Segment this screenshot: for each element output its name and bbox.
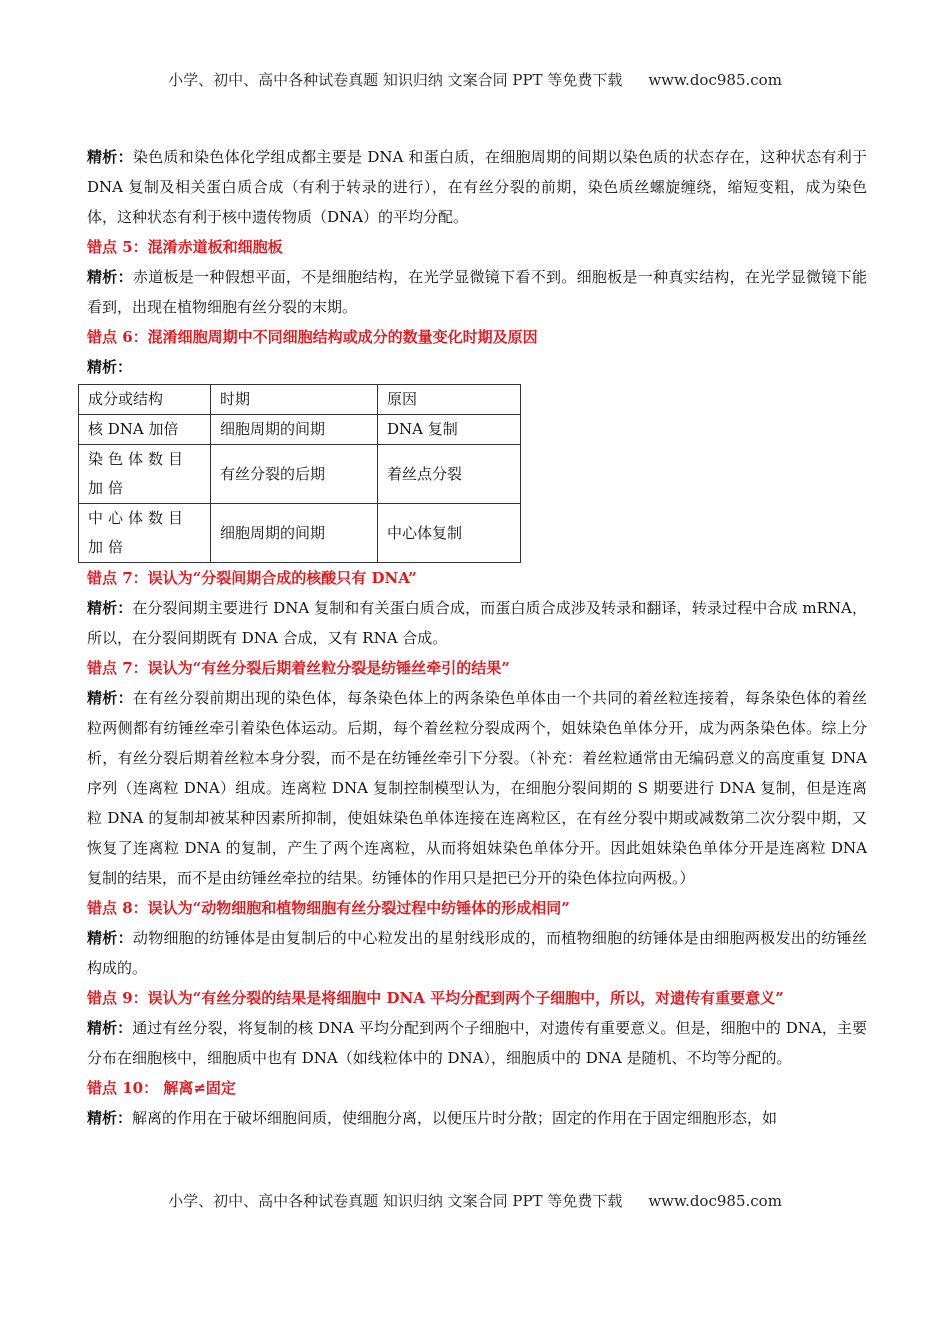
document-body [87, 142, 867, 1133]
table-row [79, 445, 521, 504]
header-text: 小学、初中、高中各种试卷真题 知识归纳 文案合同 PPT 等免费下载 [168, 71, 623, 89]
section-body-5: 精析：赤道板是一种假想平面，不是细胞结构，在光学显微镜下看不到。细胞板是一种真实结构，在光学显微镜下能看到，出现在植物细胞有丝分裂的末期。 [87, 268, 867, 316]
intro-paragraph: 精析：染色质和染色体化学组成都主要是 DNA 和蛋白质，在细胞周期的间期以染色质的状态存在，这种状态有利于 DNA 复制及相关蛋白质合成（有利于转录的进行），在有丝分裂的前期，染色质丝螺旋缠绕，缩短变粗，成为染色体，这种状态有利于核中遗传物质（DNA）的平均分配。 [87, 148, 867, 226]
table-header-cell: 成分或结构 [79, 385, 211, 415]
section-heading-6: 错点 6：混淆细胞周期中不同细胞结构或成分的数量变化时期及原因 [87, 328, 538, 346]
table-cell: 有丝分裂的后期 [211, 445, 378, 504]
table-cell: 细胞周期的间期 [211, 504, 378, 563]
table-cell: 染色体数目加倍 [79, 445, 211, 504]
table-cell: DNA 复制 [378, 415, 521, 445]
table-header-cell: 时期 [211, 385, 378, 415]
section-body-7b: 精析：在有丝分裂前期出现的染色体，每条染色体上的两条染色单体由一个共同的着丝粒连接着，每条染色体的着丝粒两侧都有纺锤丝牵引着染色体运动。后期，每个着丝粒分裂成两个，姐妹染色单体分开，成为两条染色体。综上分析，有丝分裂后期着丝粒本身分裂，而不是在纺锤丝牵引下分裂。（补充：着丝粒通常由无编码意义的高度重复 DNA 序列（连离粒 DNA）组成。连离粒 DNA 复制控制模型认为，在细胞分裂间期的 S 期要进行 DNA 复制，但是连离粒 DNA 的复制却被某种因素所抑制，使姐妹染色单体连接在连离粒区，在有丝分裂中期或减数第二次分裂中期，又恢复了连离粒 DNA 的复制，产生了两个连离粒，从而将姐妹染色单体分开。因此姐妹染色单体分开是连离粒 DNA 复制的结果，而不是由纺锤丝牵拉的结果。纺锤体的作用只是把已分开的染色体拉向两极。） [87, 689, 867, 887]
section-body-8: 精析：动物细胞的纺锤体是由复制后的中心粒发出的星射线形成的，而植物细胞的纺锤体是由细胞两极发出的纺锤丝构成的。 [87, 929, 867, 977]
section-heading-8: 错点 8：误认为“动物细胞和植物细胞有丝分裂过程中纺锤体的形成相同” [87, 899, 570, 917]
analysis-table [78, 384, 521, 563]
section-heading-7b: 错点 7：误认为“有丝分裂后期着丝粒分裂是纺锤丝牵引的结果” [87, 659, 510, 677]
page-header [0, 69, 950, 90]
section-heading-5: 错点 5：混淆赤道板和细胞板 [87, 238, 283, 256]
table-header-row [79, 385, 521, 415]
table-cell: 中心体复制 [378, 504, 521, 563]
table-row [79, 504, 521, 563]
footer-url[interactable]: www.doc985.com [648, 1192, 782, 1210]
section-heading-7a: 错点 7：误认为“分裂间期合成的核酸只有 DNA” [87, 569, 417, 587]
table-row [79, 415, 521, 445]
section-body-7a: 精析：在分裂间期主要进行 DNA 复制和有关蛋白质合成，而蛋白质合成涉及转录和翻译，转录过程中合成 mRNA，所以，在分裂间期既有 DNA 合成，又有 RNA 合成。 [87, 599, 867, 647]
table-cell: 中心体数目加倍 [79, 504, 211, 563]
page-footer [0, 1190, 950, 1211]
table-cell: 细胞周期的间期 [211, 415, 378, 445]
section-heading-10: 错点 10： 解离≠固定 [87, 1079, 236, 1097]
footer-text: 小学、初中、高中各种试卷真题 知识归纳 文案合同 PPT 等免费下载 [168, 1192, 623, 1210]
section-heading-9: 错点 9：误认为“有丝分裂的结果是将细胞中 DNA 平均分配到两个子细胞中，所以，对遗传有重要意义” [87, 989, 784, 1007]
section-body-9: 精析：通过有丝分裂，将复制的核 DNA 平均分配到两个子细胞中，对遗传有重要意义。但是，细胞中的 DNA，主要分布在细胞核中，细胞质中也有 DNA（如线粒体中的 DNA），细胞质中的 DNA 是随机、不均等分配的。 [87, 1019, 867, 1067]
analysis-label: 精析： [87, 148, 133, 166]
section-body-6: 精析： [87, 358, 133, 376]
table-cell: 着丝点分裂 [378, 445, 521, 504]
table-header-cell: 原因 [378, 385, 521, 415]
section-body-10: 精析：解离的作用在于破坏细胞间质，使细胞分离，以便压片时分散；固定的作用在于固定细胞形态，如 [87, 1109, 778, 1127]
table-cell: 核 DNA 加倍 [79, 415, 211, 445]
header-url[interactable]: www.doc985.com [648, 71, 782, 89]
